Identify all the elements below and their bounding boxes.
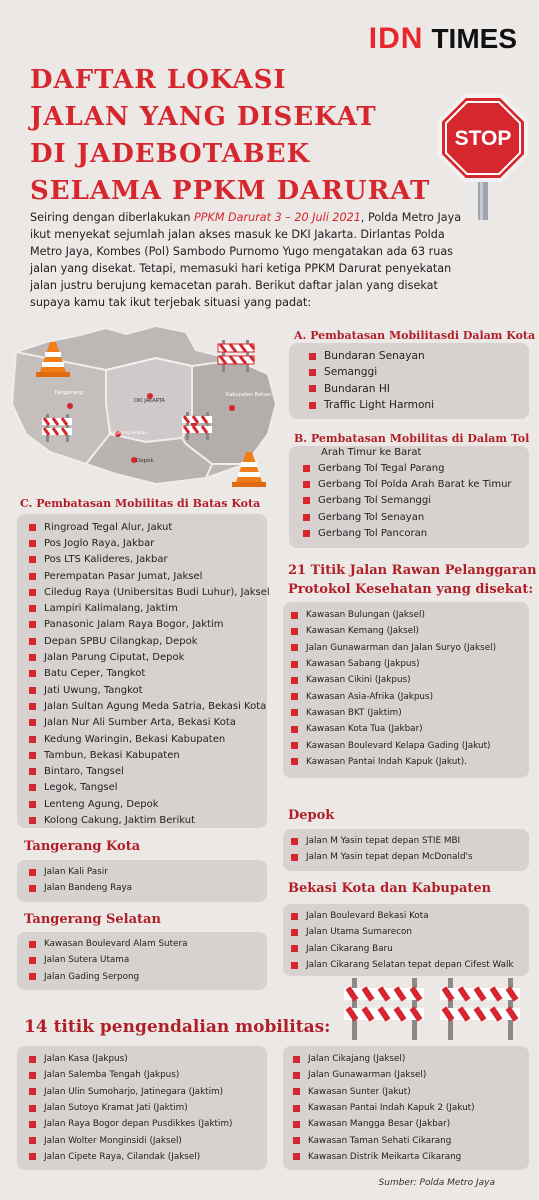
- stop-text: STOP: [454, 127, 512, 150]
- section-a-list: [309, 348, 529, 413]
- list-item: Semanggi: [309, 364, 529, 380]
- list-item: Kawasan Boulevard Alam Sutera: [29, 936, 267, 952]
- title-line-4: SELAMA PPKM DARURAT: [30, 176, 431, 206]
- list-item: Pos LTS Kalideres, Jakbar: [29, 552, 267, 568]
- list-item: Kawasan Kemang (Jaksel): [291, 623, 529, 639]
- bullet-icon: [29, 524, 36, 531]
- list-item: Kawasan Sabang (Jakpus): [291, 656, 529, 672]
- logo-times: TIMES: [431, 23, 517, 54]
- bullet-icon: [29, 784, 36, 791]
- map-label-tangerang: Tangerang: [54, 390, 84, 396]
- intro-highlight: PPKM Darurat 3 – 20 Juli 2021: [194, 211, 361, 224]
- bullet-icon: [291, 854, 298, 861]
- list-item: Jalan Utama Sumarecon: [291, 924, 529, 940]
- bullet-icon: [309, 402, 316, 409]
- list-item: Jalan Sutoyo Kramat Jati (Jaktim): [29, 1100, 267, 1116]
- list-item: Jalan Cikarang Baru: [291, 941, 529, 957]
- map-label-depok: Depok: [136, 458, 154, 464]
- map-label-bekasi-kab: Kabupaten Bekasi: [226, 392, 272, 398]
- list-item: Pos Joglo Raya, Jakbar: [29, 535, 267, 551]
- list-item: Jalan Sultan Agung Meda Satria, Bekasi Kota: [29, 698, 267, 714]
- list-item: Jalan M Yasin tepat depan STIE MBI: [291, 833, 529, 849]
- section-21-list: [291, 607, 529, 770]
- bullet-icon: [29, 1137, 36, 1144]
- list-item: Jalan Nur Ali Sumber Arta, Bekasi Kota: [29, 715, 267, 731]
- list-item: Lampiri Kalimalang, Jaktim: [29, 600, 267, 616]
- bullet-icon: [29, 1153, 36, 1160]
- section-a-panel: [289, 343, 529, 419]
- list-item: Jalan Cipete Raya, Cilandak (Jaksel): [29, 1149, 267, 1165]
- list-item: Depan SPBU Cilangkap, Depok: [29, 633, 267, 649]
- list-item: Perempatan Pasar Jumat, Jaksel: [29, 568, 267, 584]
- titik14-right-list: [293, 1051, 529, 1165]
- section-b-list: [303, 460, 529, 541]
- map-label-tangsel: Tangerang Selatan: [108, 430, 148, 435]
- bullet-icon: [291, 726, 298, 733]
- bullet-icon: [29, 801, 36, 808]
- bullet-icon: [291, 742, 298, 749]
- section-c-panel: [17, 514, 270, 828]
- bullet-icon: [293, 1056, 300, 1063]
- list-item: Jalan Cikarang Selatan tepat depan Cifest Walk: [291, 957, 529, 973]
- list-item: Kawasan Mangga Besar (Jakbar): [293, 1116, 529, 1132]
- list-item: Kawasan Kota Tua (Jakbar): [291, 721, 529, 737]
- bullet-icon: [291, 838, 298, 845]
- jadebotabek-map: [6, 314, 284, 492]
- depok-list: [291, 833, 529, 866]
- list-item: Kawasan Taman Sehati Cikarang: [293, 1132, 529, 1148]
- list-item: Gerbang Tol Senayan: [303, 509, 529, 525]
- list-item: Jalan Parung Ciputat, Depok: [29, 649, 267, 665]
- list-item: Bintaro, Tangsel: [29, 763, 267, 779]
- section-21-panel: [283, 602, 529, 778]
- list-item: Gerbang Tol Polda Arah Barat ke Timur: [303, 476, 529, 492]
- list-item: Kawasan Pantai Indah Kapuk 2 (Jakut): [293, 1100, 529, 1116]
- bullet-icon: [29, 687, 36, 694]
- list-item: Jalan Wolter Monginsidi (Jaksel): [29, 1132, 267, 1148]
- list-item: Kawasan BKT (Jaktim): [291, 705, 529, 721]
- list-item: Jalan Gunawarman (Jaksel): [293, 1067, 529, 1083]
- title-line-1: DAFTAR LOKASI: [30, 65, 287, 95]
- map-label-dki: DKI JAKARTA: [134, 398, 165, 404]
- tangerang-selatan-panel: [17, 932, 267, 990]
- bullet-icon: [303, 465, 310, 472]
- list-item: Bundaran Senayan: [309, 348, 529, 364]
- logo-idn: IDN: [368, 22, 424, 55]
- list-item: Gerbang Tol Pancoran: [303, 525, 529, 541]
- bullet-icon: [303, 514, 310, 521]
- list-item: Jati Uwung, Tangkot: [29, 682, 267, 698]
- list-item: Kawasan Asia-Afrika (Jakpus): [291, 688, 529, 704]
- section-21-title: [288, 561, 537, 599]
- section-21-title-line2: Protokol Kesehatan yang disekat:: [288, 582, 534, 597]
- idn-times-logo: [369, 22, 517, 56]
- bullet-icon: [29, 817, 36, 824]
- road-barriers-icon: [344, 978, 524, 1040]
- bullet-icon: [291, 661, 298, 668]
- section-b-subtitle: Arah Timur ke Barat: [321, 447, 422, 458]
- tangerang-kota-title: Tangerang Kota: [24, 839, 141, 854]
- bullet-icon: [291, 644, 298, 651]
- bullet-icon: [29, 1088, 36, 1095]
- bullet-icon: [29, 573, 36, 580]
- list-item: Kawasan Boulevard Kelapa Gading (Jakut): [291, 737, 529, 753]
- bekasi-list: [291, 908, 529, 973]
- bullet-icon: [29, 556, 36, 563]
- list-item: Jalan Kali Pasir: [29, 864, 267, 880]
- stop-sign-icon: [438, 92, 530, 222]
- list-item: Tambun, Bekasi Kabupaten: [29, 747, 267, 763]
- bullet-icon: [293, 1153, 300, 1160]
- list-item: Kawasan Bulungan (Jaksel): [291, 607, 529, 623]
- source-caption: Sumber: Polda Metro Jaya: [378, 1178, 495, 1188]
- list-item: Batu Ceper, Tangkot: [29, 666, 267, 682]
- list-item: Kedung Waringin, Bekasi Kabupaten: [29, 731, 267, 747]
- list-item: Jalan Salemba Tengah (Jakpus): [29, 1067, 267, 1083]
- bullet-icon: [291, 628, 298, 635]
- list-item: Ringroad Tegal Alur, Jakut: [29, 519, 267, 535]
- bullet-icon: [29, 719, 36, 726]
- bullet-icon: [303, 481, 310, 488]
- bullet-icon: [291, 612, 298, 619]
- list-item: Gerbang Tol Semanggi: [303, 493, 529, 509]
- bullet-icon: [29, 1056, 36, 1063]
- bullet-icon: [291, 929, 298, 936]
- list-item: Kolong Cakung, Jaktim Berikut: [29, 812, 267, 828]
- section-b-title: B. Pembatasan Mobilitas di Dalam Tol: [294, 432, 530, 445]
- title-line-2: JALAN YANG DISEKAT: [30, 102, 377, 132]
- bullet-icon: [29, 621, 36, 628]
- titik14-right-panel: [283, 1046, 529, 1170]
- list-item: Jalan Cikajang (Jaksel): [293, 1051, 529, 1067]
- bullet-icon: [29, 736, 36, 743]
- bullet-icon: [29, 638, 36, 645]
- bullet-icon: [293, 1072, 300, 1079]
- bullet-icon: [29, 1105, 36, 1112]
- bullet-icon: [29, 1072, 36, 1079]
- bullet-icon: [303, 497, 310, 504]
- page-title: [30, 62, 430, 210]
- list-item: Lenteng Agung, Depok: [29, 796, 267, 812]
- section-b-panel: [289, 446, 529, 548]
- list-item: Panasonic Jalam Raya Bogor, Jaktim: [29, 617, 267, 633]
- bullet-icon: [293, 1137, 300, 1144]
- list-item: Jalan Raya Bogor depan Pusdikkes (Jaktim): [29, 1116, 267, 1132]
- titik14-left-list: [29, 1051, 267, 1165]
- titik14-left-panel: [17, 1046, 267, 1170]
- list-item: Traffic Light Harmoni: [309, 397, 529, 413]
- list-item: Kawasan Pantai Indah Kapuk (Jakut).: [291, 754, 529, 770]
- bullet-icon: [291, 758, 298, 765]
- section-c-list: [29, 519, 270, 829]
- titik14-title: 14 titik pengendalian mobilitas:: [24, 1017, 331, 1037]
- bullet-icon: [29, 605, 36, 612]
- section-c-title: C. Pembatasan Mobilitas di Batas Kota: [20, 497, 261, 510]
- bullet-icon: [291, 913, 298, 920]
- bullet-icon: [29, 670, 36, 677]
- bullet-icon: [293, 1105, 300, 1112]
- bullet-icon: [29, 957, 36, 964]
- bullet-icon: [29, 869, 36, 876]
- intro-after: , Polda Metro Jaya ikut menyekat sejumlah jalan akses masuk ke DKI Jakarta. Dirlantas Polda Metro Jaya, Kombes (Pol) Sambodo Purnomo Yugo mengatakan ada 63 ruas jalan yang disekat. Tetapi, memasuki hari ketiga PPKM Darurat penyekatan jalan justru berujung kemacetan parah. Berikut daftar jalan yang disekat supaya kamu tak ikut terjebak situasi yang padat:: [30, 211, 462, 309]
- depok-panel: [283, 829, 529, 871]
- bekasi-title: Bekasi Kota dan Kabupaten: [288, 881, 492, 896]
- list-item: Jalan Boulevard Bekasi Kota: [291, 908, 529, 924]
- list-item: Ciledug Raya (Unibersitas Budi Luhur), Jaksel: [29, 584, 267, 600]
- list-item: Gerbang Tol Tegal Parang: [303, 460, 529, 476]
- list-item: Jalan Gading Serpong: [29, 969, 267, 985]
- bullet-icon: [303, 530, 310, 537]
- list-item: Jalan Bandeng Raya: [29, 880, 267, 896]
- bullet-icon: [29, 752, 36, 759]
- tangerang-selatan-list: [29, 936, 267, 985]
- bullet-icon: [29, 768, 36, 775]
- intro-before: Seiring dengan diberlakukan: [30, 211, 194, 224]
- depok-title: Depok: [288, 808, 335, 823]
- tangerang-kota-panel: [17, 860, 267, 902]
- bullet-icon: [291, 693, 298, 700]
- bullet-icon: [291, 677, 298, 684]
- bullet-icon: [291, 709, 298, 716]
- bullet-icon: [29, 589, 36, 596]
- bullet-icon: [291, 945, 298, 952]
- bullet-icon: [29, 703, 36, 710]
- bullet-icon: [29, 973, 36, 980]
- list-item: Bundaran HI: [309, 381, 529, 397]
- list-item: Legok, Tangsel: [29, 780, 267, 796]
- bullet-icon: [29, 941, 36, 948]
- bullet-icon: [291, 962, 298, 969]
- list-item: Jalan M Yasin tepat depan McDonald's: [291, 849, 529, 865]
- list-item: Kawasan Cikini (Jakpus): [291, 672, 529, 688]
- list-item: Jalan Kasa (Jakpus): [29, 1051, 267, 1067]
- list-item: Kawasan Distrik Meikarta Cikarang: [293, 1149, 529, 1165]
- bullet-icon: [29, 540, 36, 547]
- tangerang-kota-list: [29, 864, 267, 897]
- intro-paragraph: [30, 209, 480, 311]
- section-a-title: A. Pembatasan Mobilitasdi Dalam Kota: [294, 329, 536, 342]
- bullet-icon: [29, 654, 36, 661]
- list-item: Jalan Gunawarman dan Jalan Suryo (Jaksel): [291, 640, 529, 656]
- list-item: Jalan Sutera Utama: [29, 952, 267, 968]
- tangerang-selatan-title: Tangerang Selatan: [24, 912, 161, 927]
- bekasi-panel: [283, 904, 529, 976]
- list-item: Jalan Ulin Sumoharjo, Jatinegara (Jaktim): [29, 1084, 267, 1100]
- bullet-icon: [293, 1121, 300, 1128]
- section-21-title-line1: 21 Titik Jalan Rawan Pelanggaran: [288, 563, 537, 578]
- bullet-icon: [309, 353, 316, 360]
- list-item: Kawasan Sunter (Jakut): [293, 1084, 529, 1100]
- title-line-3: DI JADEBOTABEK: [30, 139, 311, 169]
- bullet-icon: [29, 885, 36, 892]
- bullet-icon: [293, 1088, 300, 1095]
- bullet-icon: [29, 1121, 36, 1128]
- bullet-icon: [309, 369, 316, 376]
- bullet-icon: [309, 385, 316, 392]
